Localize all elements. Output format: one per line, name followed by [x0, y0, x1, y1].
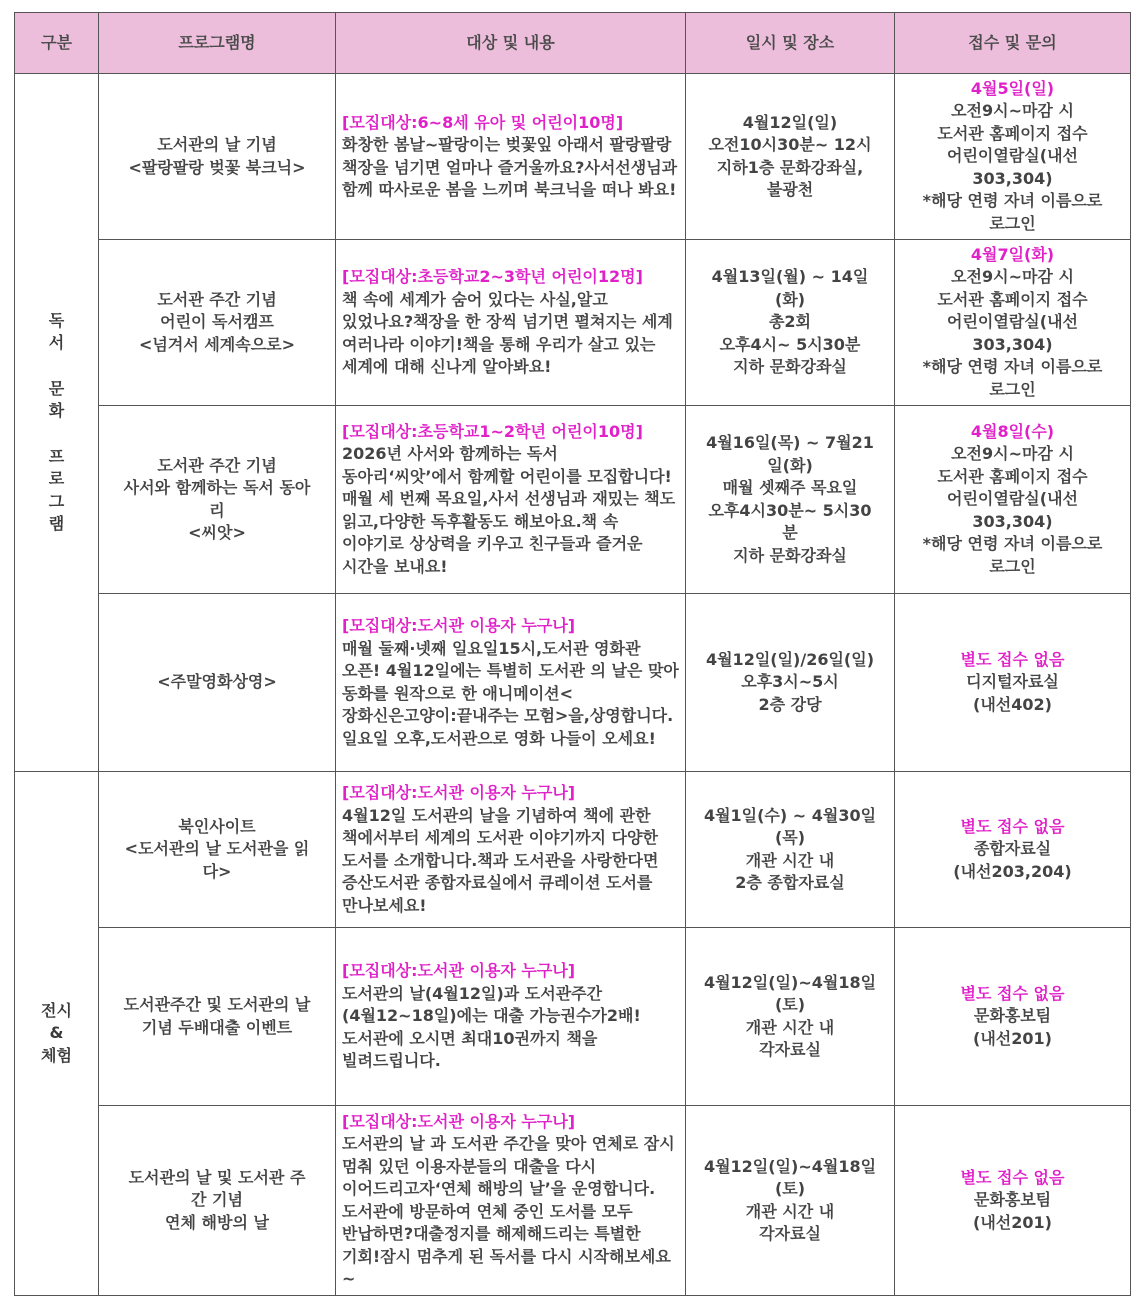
contact-line: (내선402): [973, 694, 1052, 714]
contact-highlight: 4월7일(화): [970, 244, 1055, 264]
program-line: 리: [209, 500, 225, 520]
when-line: 분: [782, 523, 798, 542]
program-line: 사서와 함께하는 독서 동아: [123, 478, 311, 497]
contact-line: 어린이열람실(내선: [947, 146, 1078, 166]
contact-info: [895, 1106, 1131, 1296]
header-datetime-place: 일시 및 장소: [686, 13, 895, 74]
program-name: [99, 1106, 336, 1296]
when-line: 지하1층 문화강좌실,: [716, 157, 864, 177]
when-line: 각자료실: [759, 1040, 821, 1059]
when-line: (토): [774, 995, 806, 1014]
contact-line: 종합자료실: [973, 839, 1052, 859]
program-line: 연체 해방의 날: [165, 1212, 269, 1232]
program-line: 도서관의 날 및 도서관 주: [128, 1167, 306, 1187]
target-content: [336, 594, 686, 772]
contact-info: [895, 928, 1131, 1106]
contact-info: [895, 594, 1131, 772]
content-text: 매월 둘째·넷째 일요일15시,도서관 영화관 오픈! 4월12일에는 특별히 도서관 의 날은 맞아 동화를 원작으로 한 애니메이션<장화신은고양이:끝내주는 모험>을,상영합니다.일요일 오후,도서관으로 영화 나들이 오세요!: [342, 638, 679, 748]
datetime-place: [686, 594, 895, 772]
when-line: 4월12일(일)~4월18일: [703, 1156, 877, 1176]
category-reading-culture: [15, 74, 99, 772]
contact-line: *해당 연령 자녀 이름으로: [922, 534, 1103, 554]
program-line: 도서관의 날 기념: [157, 135, 277, 154]
target-content: [336, 1106, 686, 1296]
contact-line: 로그인: [989, 213, 1036, 233]
program-name: [99, 772, 336, 928]
contact-line: 도서관 홈페이지 접수: [937, 466, 1088, 486]
program-line: <도서관의 날 도서관을 읽: [124, 839, 310, 859]
contact-line: 303,304): [972, 168, 1053, 188]
contact-line: 도서관 홈페이지 접수: [937, 123, 1088, 143]
when-line: 4월1일(수) ~ 4월30일: [703, 805, 877, 825]
when-line: 오후4시~ 5시30분: [719, 334, 861, 354]
contact-line: 문화홍보팀: [973, 1190, 1052, 1210]
program-line: 도서관 주간 기념: [157, 289, 277, 309]
contact-highlight: 4월8일(수): [970, 421, 1055, 441]
when-line: 개관 시간 내: [745, 1017, 835, 1037]
when-line: 지하 문화강좌실: [733, 357, 847, 377]
content-text: 4월12일 도서관의 날을 기념하여 책에 관한 책에서부터 세계의 도서관 이야기까지 다양한 도서를 소개합니다.책과 도서관을 사랑한다면 증산도서관 종합자료실에서 큐레이션 도서를 만나보세요!: [342, 805, 659, 915]
contact-line: 어린이열람실(내선: [947, 489, 1078, 509]
table-row: [15, 240, 1131, 406]
datetime-place: [686, 406, 895, 594]
datetime-place: [686, 1106, 895, 1296]
when-line: 불광천: [766, 180, 814, 199]
when-line: 4월13일(월) ~ 14일: [711, 267, 869, 287]
when-line: 2층 종합자료실: [735, 873, 845, 892]
contact-line: (내선203,204): [953, 861, 1072, 881]
contact-highlight: 별도 접수 없음: [960, 816, 1065, 836]
contact-info: [895, 406, 1131, 594]
when-line: 4월12일(일): [742, 112, 838, 132]
table-row: [15, 772, 1131, 928]
target-label: [모집대상:도서관 이용자 누구나]: [342, 961, 576, 981]
category-char: 프: [48, 446, 65, 466]
program-line: 북인사이트: [178, 816, 256, 836]
target-content: [336, 240, 686, 406]
program-line: 어린이 독서캠프: [160, 312, 274, 332]
when-line: 지하 문화강좌실: [733, 545, 847, 565]
contact-line: 디지털자료실: [966, 672, 1059, 692]
contact-line: 303,304): [972, 511, 1053, 531]
header-category: 구분: [15, 13, 99, 74]
table-row: [15, 594, 1131, 772]
program-name: [99, 594, 336, 772]
contact-line: 로그인: [989, 556, 1036, 576]
contact-line: (내선201): [973, 1028, 1052, 1048]
content-text: 도서관의 날 과 도서관 주간을 맞아 연체로 잠시 멈춰 있던 이용자분들의 대출을 다시 이어드리고자‘연체 해방의 날’을 운영합니다.도서관에 방문하여 연체 중인 도서를 모두 반납하면?대출정지를 해제해드리는 특별한 기회!잠시 멈추게 된 독서를 다시 시작해보세요~: [342, 1134, 675, 1288]
target-label: [모집대상:초등학교1~2학년 어린이10명]: [342, 421, 643, 441]
contact-highlight: 별도 접수 없음: [960, 983, 1065, 1003]
contact-line: 로그인: [989, 379, 1036, 399]
target-label: [모집대상:6~8세 유아 및 어린이10명]: [342, 112, 624, 132]
header-contact: 접수 및 문의: [895, 13, 1131, 74]
target-label: [모집대상:도서관 이용자 누구나]: [342, 616, 576, 635]
table-row: [15, 406, 1131, 594]
contact-line: *해당 연령 자녀 이름으로: [922, 191, 1103, 211]
datetime-place: [686, 240, 895, 406]
category-char: 전시: [41, 1000, 72, 1020]
table-row: [15, 928, 1131, 1106]
when-line: 오후3시~5시: [741, 672, 839, 692]
contact-line: 문화홍보팀: [973, 1006, 1052, 1026]
when-line: 4월12일(일)/26일(일): [705, 649, 875, 669]
category-char: 그: [48, 491, 65, 511]
contact-info: [895, 240, 1131, 406]
contact-highlight: 별도 접수 없음: [960, 1167, 1065, 1187]
when-line: (화): [774, 289, 806, 309]
target-content: [336, 74, 686, 240]
target-content: [336, 406, 686, 594]
category-char: 화: [48, 401, 65, 420]
table-row: [15, 74, 1131, 240]
program-line: 도서관 주간 기념: [157, 455, 277, 475]
target-label: [모집대상:도서관 이용자 누구나]: [342, 1111, 576, 1131]
program-line: 도서관주간 및 도서관의 날: [123, 995, 311, 1014]
program-line: 다>: [202, 861, 232, 881]
program-line: <주말영화상영>: [157, 672, 277, 692]
contact-info: [895, 772, 1131, 928]
contact-line: 오전9시~마감 시: [951, 444, 1074, 464]
when-line: 개관 시간 내: [745, 1201, 835, 1221]
content-text: 책 속에 세계가 숨어 있다는 사실,알고 있었나요?책장을 한 장씩 넘기면 펼쳐지는 세계 여러나라 이야기!책을 통해 우리가 살고 있는 세계에 대해 신나게 알아봐요!: [342, 289, 673, 377]
target-content: [336, 928, 686, 1106]
contact-highlight: 별도 접수 없음: [960, 649, 1065, 669]
table-row: [15, 1106, 1131, 1296]
contact-line: 오전9시~마감 시: [951, 101, 1074, 121]
table-header-row: [15, 13, 1131, 74]
contact-line: (내선201): [973, 1212, 1052, 1232]
program-name: [99, 74, 336, 240]
program-line: 간 기념: [191, 1190, 243, 1210]
when-line: 오전10시30분~ 12시: [708, 135, 872, 154]
content-text: 도서관의 날(4월12일)과 도서관주간(4월12~18일)에는 대출 가능권수가2배!도서관에 오시면 최대10권까지 책을 빌려드립니다.: [342, 983, 641, 1071]
category-char: 램: [48, 514, 65, 533]
program-line: <씨앗>: [188, 523, 246, 542]
contact-line: 303,304): [972, 334, 1053, 354]
category-char: &: [49, 1023, 64, 1043]
category-char: 로: [48, 469, 65, 488]
program-line: <팔랑팔랑 벚꽃 북크닉>: [128, 157, 306, 177]
when-line: 총2회: [768, 312, 812, 332]
when-line: (토): [774, 1179, 806, 1198]
header-program: 프로그램명: [99, 13, 336, 74]
contact-line: 도서관 홈페이지 접수: [937, 289, 1088, 309]
when-line: (목): [774, 828, 806, 847]
category-char: 문: [48, 378, 65, 398]
program-line: <넘겨서 세계속으로>: [138, 334, 296, 354]
when-line: 매월 셋째주 목요일: [722, 478, 858, 497]
program-schedule-table: [14, 12, 1131, 1296]
contact-line: *해당 연령 자녀 이름으로: [922, 357, 1103, 377]
target-label: [모집대상:초등학교2~3학년 어린이12명]: [342, 267, 643, 287]
datetime-place: [686, 772, 895, 928]
when-line: 각자료실: [759, 1224, 821, 1243]
datetime-place: [686, 928, 895, 1106]
program-name: [99, 406, 336, 594]
target-content: [336, 772, 686, 928]
contact-line: 오전9시~마감 시: [951, 267, 1074, 287]
category-char: 서: [48, 333, 65, 352]
program-line: 기념 두배대출 이벤트: [141, 1017, 293, 1037]
category-char: 체험: [41, 1045, 72, 1065]
program-name: [99, 240, 336, 406]
when-line: 2층 강당: [758, 694, 822, 714]
when-line: 일(화): [767, 455, 813, 475]
target-label: [모집대상:도서관 이용자 누구나]: [342, 783, 576, 802]
contact-line: 어린이열람실(내선: [947, 312, 1078, 332]
content-text: 화창한 봄날~팔랑이는 벚꽃잎 아래서 팔랑팔랑 책장을 넘기면 얼마나 즐거울까요?사서선생님과 함께 따사로운 봄을 느끼며 북크닉을 떠나 봐요!: [342, 135, 678, 199]
when-line: 오후4시30분~ 5시30: [708, 500, 872, 520]
when-line: 4월16일(목) ~ 7월21: [706, 433, 874, 452]
when-line: 개관 시간 내: [745, 850, 835, 870]
header-target-content: 대상 및 내용: [336, 13, 686, 74]
category-char: 독: [48, 310, 65, 330]
contact-info: [895, 74, 1131, 240]
category-exhibit-experience: [15, 772, 99, 1296]
datetime-place: [686, 74, 895, 240]
contact-highlight: 4월5일(일): [970, 78, 1055, 98]
program-name: [99, 928, 336, 1106]
content-text: 2026년 사서와 함께하는 독서 동아리‘씨앗’에서 함께할 어린이를 모집합니다!매월 세 번째 목요일,사서 선생님과 재밌는 책도 읽고,다양한 독후활동도 해보아요.책 속 이야기로 상상력을 키우고 친구들과 즐거운 시간을 보내요!: [342, 444, 676, 576]
when-line: 4월12일(일)~4월18일: [703, 972, 877, 992]
